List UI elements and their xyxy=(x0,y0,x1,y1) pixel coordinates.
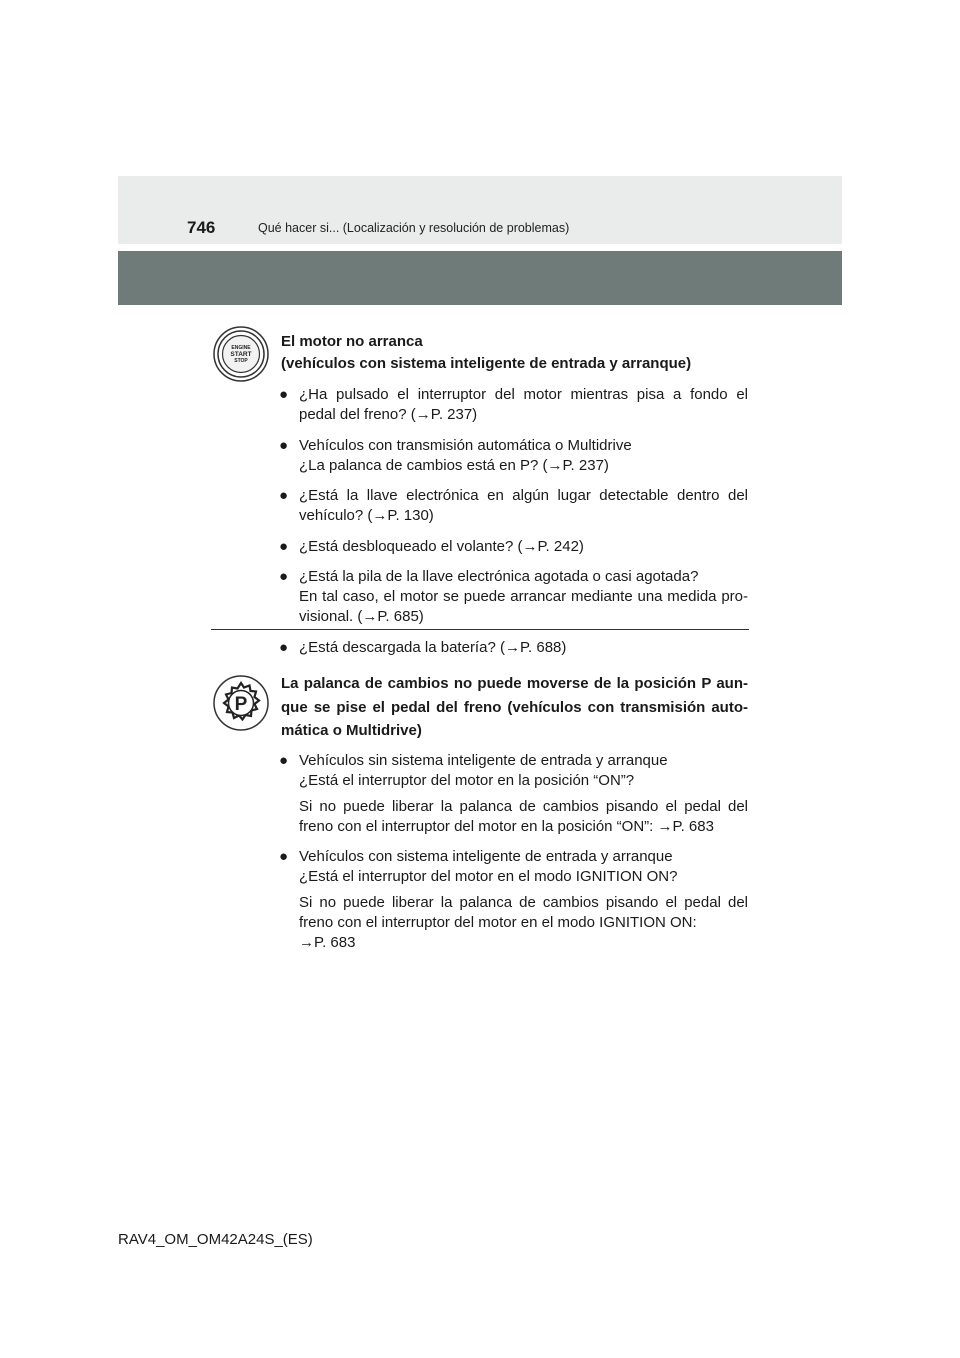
section-shift-lever-stuck xyxy=(281,672,748,964)
list-item: ● ¿Está desbloqueado el volante? (→P. 242) xyxy=(279,537,584,555)
bullet-icon: ● xyxy=(279,751,289,769)
document-code: RAV4_OM_OM42A24S_(ES) xyxy=(118,1231,313,1248)
list-item: ● ¿Ha pulsado el interruptor del motor mientras pisa a fondo el pedal del freno? (→P. 237) xyxy=(279,386,748,423)
bullet-icon: ● xyxy=(279,848,289,865)
list-item: ● ¿Está descargada la batería? (→P. 688) xyxy=(279,638,567,656)
bullet-icon: ● xyxy=(279,537,289,555)
bullet-icon: ● xyxy=(279,436,289,454)
list-item: ● Vehículos con transmisión automática o Multidrive ¿La palanca de cambios está en P? (→P. 237) xyxy=(279,436,632,474)
engine-icon-label-2: START xyxy=(230,351,252,358)
list-item: ● Vehículos sin sistema inteligente de entrada y arranque ¿Está el interruptor del motor en la posición “ON”? Si no puede liberar la palanca de cambios pisando el pedal del freno con el interruptor del motor en la posición “ON”: →P. 683 xyxy=(279,751,748,835)
section-divider xyxy=(211,629,749,630)
list-item: ● ¿Está la llave electrónica en algún lugar detectable dentro del vehículo? (→P. 130) xyxy=(279,487,748,524)
park-icon-letter: P xyxy=(234,694,248,715)
bullet-icon: ● xyxy=(279,386,289,403)
section-title: El motor no arranca (vehículos con sistema inteligente de entrada y arranque) xyxy=(281,333,692,372)
section-engine-not-starting xyxy=(281,331,748,668)
list-item: ● Vehículos con sistema inteligente de entrada y arranque ¿Está el interruptor del motor en el modo IGNITION ON? Si no puede liberar la palanca de cambios pisando el pedal del freno con el interruptor del motor en el modo IGNITION ON: →P. 683 xyxy=(279,848,748,951)
park-gear-icon xyxy=(213,675,269,731)
page-number: 746 xyxy=(187,218,216,237)
engine-start-stop-icon xyxy=(213,326,269,382)
engine-icon-label-3: STOP xyxy=(234,358,248,364)
chapter-title: Qué hacer si... (Localización y resolución de problemas) xyxy=(258,221,570,235)
bullet-icon: ● xyxy=(279,568,289,585)
engine-icon-label-1: ENGINE xyxy=(231,345,251,351)
bullet-icon: ● xyxy=(279,487,289,504)
bullet-icon: ● xyxy=(279,638,289,656)
header-dark-band xyxy=(118,251,842,305)
section-title: La palanca de cambios no puede moverse de la posición P aun- que se pise el pedal del freno (vehículos con transmisión auto- mática o Multidrive) xyxy=(281,675,748,739)
list-item: ● ¿Está la pila de la llave electrónica agotada o casi agotada? En tal caso, el motor se puede arrancar mediante una medida pro- visional. (→P. 685) xyxy=(279,568,748,625)
